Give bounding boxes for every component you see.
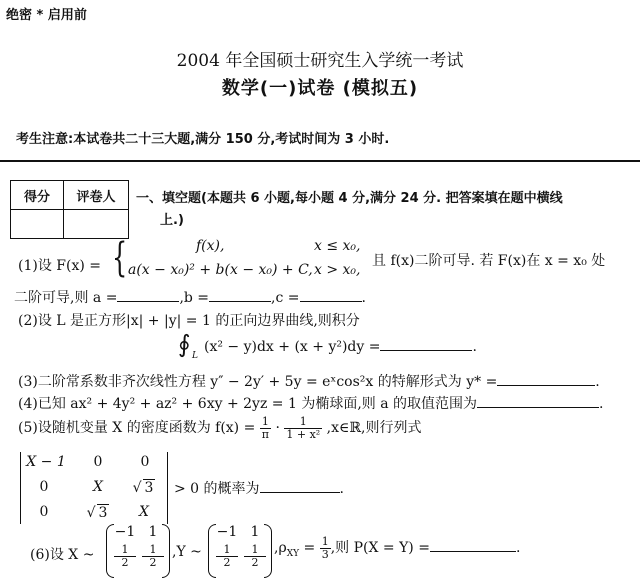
det-cell: 0 [39,479,49,495]
det-cell: X − 1 [26,454,66,470]
q6-rho-frac: $\frac{1}{3}$ [321,535,329,561]
matrix-frac: 1 2 [142,544,164,568]
q1-end: . [361,290,366,306]
q5-end: . [339,481,344,497]
paren-left [208,524,216,578]
q6-end: . [515,540,521,557]
det-cell: 0 [39,504,49,520]
q1-suffix: 且 f(x)二阶可导. 若 F(x)在 x = x₀ 处 [372,253,606,269]
divider [0,160,640,162]
q1-case2-expr: a(x − x₀)² + b(x − x₀) + C, [128,262,313,278]
matrix-cell: 1 [250,524,260,540]
q4-blank[interactable] [477,394,599,408]
grade-box [10,180,129,239]
q1-a-label: 二阶可导,则 a = [14,290,118,306]
q2-text: (2)设 L 是正方形|x| + |y| = 1 的正向边界曲线,则积分 [18,313,360,329]
q6-rho: ,ρ [274,540,287,557]
q5-frac2: $\frac{1}{\text{1 + x²}}$ [286,415,321,441]
q2-integral-sub: L [192,351,198,361]
det-cell: 0 [93,454,103,470]
q3-line [18,371,600,391]
q1-case2-cond: x > x₀, [314,262,361,278]
q3-text: (3)二阶常系数非齐次线性方程 y″ − 2y′ + 5y = eˣcos²x 的特解形式为 y* = [18,374,498,390]
q1-b-label: ,b = [179,290,210,306]
matrix-frac: 1 2 [114,544,136,568]
section-heading: 一、填空题(本题共 6 小题,每小题 4 分,满分 24 分. 把答案填在题中横线 [136,191,563,206]
q6-prefix: (6)设 X ~ [30,547,95,563]
grader-label: 评卷人 [64,181,129,210]
q4-line [18,393,603,413]
q6-mid: ,Y ~ [172,544,202,560]
q1-b-blank[interactable] [209,288,271,302]
q1-case1-cond: x ≤ x₀, [314,238,361,254]
q1-c-blank[interactable] [300,288,362,302]
q6-tail [274,536,520,564]
q1-case1-expr: f(x), [196,238,225,254]
q5-suffix: ,x∈ℝ,则行列式 [326,420,422,437]
sqrt-icon: √ [86,505,96,521]
det-cell-sqrt: √ 3 [132,480,154,496]
exam-subtitle: 数学(一)试卷 (模拟五) [221,78,419,99]
q3-end: . [595,374,600,390]
det-cell: X [139,504,149,520]
det-cell: 0 [140,454,150,470]
q2-blank[interactable] [380,337,472,351]
score-cell[interactable] [11,210,64,239]
q5-tail-line [174,478,344,498]
q4-end: . [599,396,604,412]
q1-a-blank[interactable] [117,288,179,302]
q6-rho-sub: XY [286,548,300,559]
matrix-cell: −1 [216,524,238,540]
q5-dot: · [275,420,280,437]
q1-prefix: (1)设 F(x) = [18,258,101,274]
det-bar-left [20,452,21,524]
q2-integrand: (x² − y)dx + (x + y²)dy = [204,339,381,355]
sqrt-icon: √ [132,480,142,496]
matrix-cell: −1 [114,524,136,540]
q5-blank[interactable] [260,479,340,493]
q6-tail-text: ,则 P(X = Y) = [330,540,430,557]
score-label: 得分 [11,181,64,210]
x-distribution-matrix [106,524,170,578]
q6-eq: = [303,540,316,557]
q5-frac1: $\frac{1}{\pi}$ [261,415,270,441]
q5-line [18,416,421,440]
det-bar-right [167,452,168,524]
left-brace-icon: { [112,235,128,281]
matrix-cell: 1 [148,524,158,540]
q3-blank[interactable] [497,372,595,386]
q2-line [204,337,477,355]
q1-c-label: ,c = [271,290,300,306]
determinant [20,452,168,524]
matrix-frac: 1 2 [216,544,238,568]
q4-text: (4)已知 ax² + 4y² + az² + 6xy + 2yz = 1 为椭球面,则 a 的取值范围为 [18,396,478,412]
contour-integral-icon: ∮ [178,330,191,358]
q5-prefix: (5)设随机变量 X 的密度函数为 f(x) = [18,420,256,437]
paren-left [106,524,114,578]
matrix-frac: 1 2 [244,544,266,568]
q5-det-tail: > 0 的概率为 [174,481,260,497]
det-cell-sqrt: √ 3 [86,505,108,521]
candidate-notice: 考生注意:本试卷共二十三大题,满分 150 分,考试时间为 3 小时. [16,132,390,147]
section-heading-cont: 上.) [160,213,184,228]
q2-end: . [472,339,477,355]
exam-title: 2004 年全国硕士研究生入学统一考试 [176,51,464,71]
q6-blank[interactable] [430,538,516,552]
det-cell: X [93,479,103,495]
y-distribution-matrix [208,524,272,578]
q1-line2 [14,287,366,307]
secret-mark: 绝密 * 启用前 [6,8,87,23]
